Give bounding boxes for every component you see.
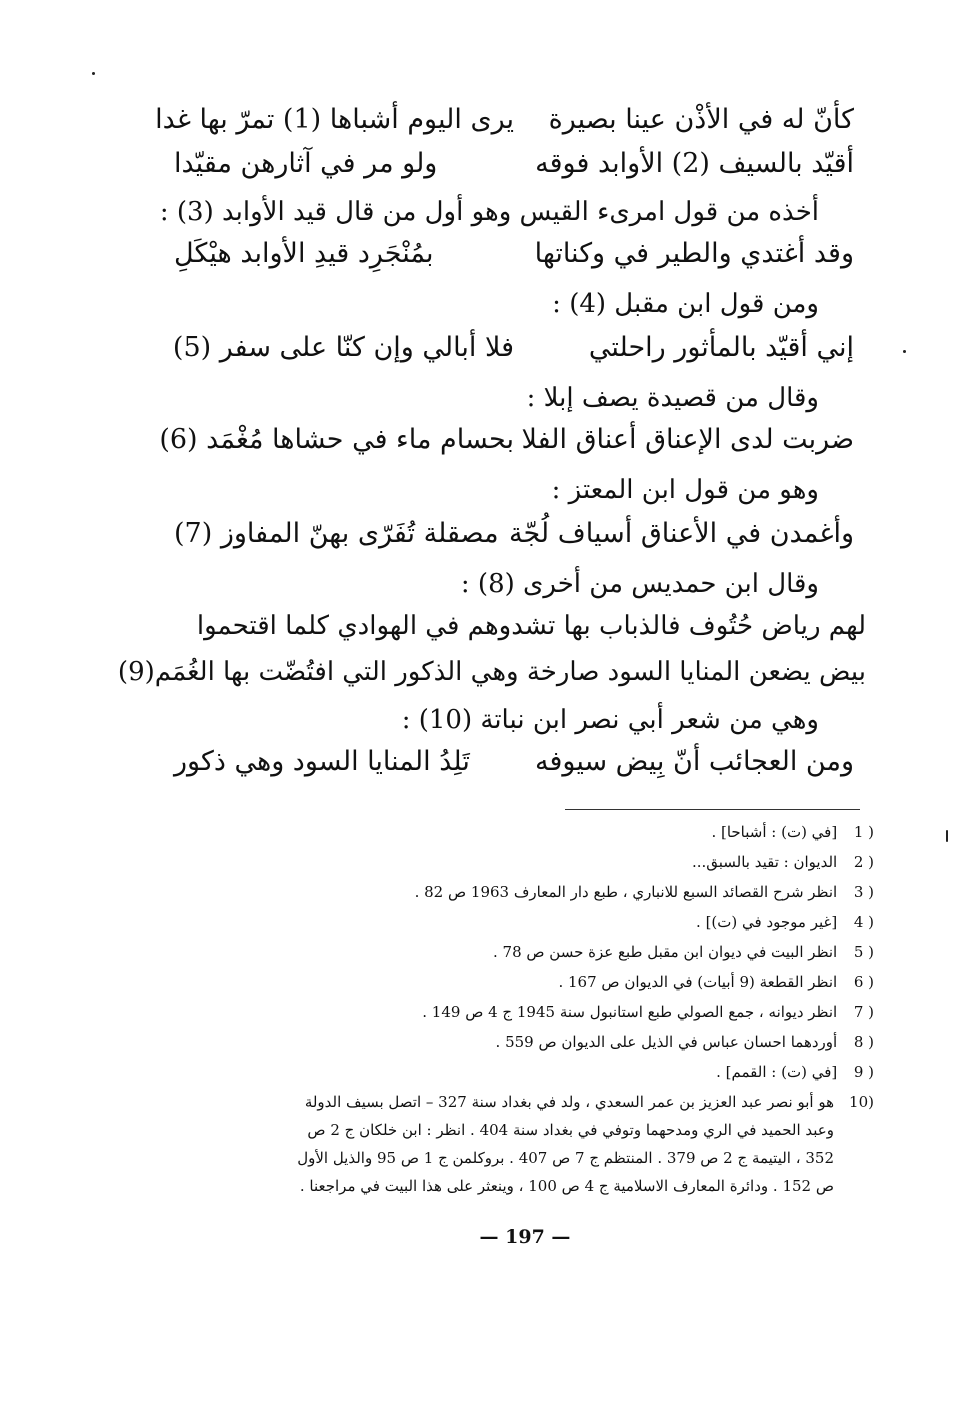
footnote-text: انظر البيت في ديوان ابن مقبل طبع عزة حسن ص 78 . [492,943,838,961]
scan-speck [946,830,948,842]
footnote-text: الديوان : تقيد بالسبق... [691,853,838,871]
footnote-text-line: ص 152 . ودائرة المعارف الاسلامية ج 4 ص 100 ، وينعثر على هذا البيت في مراجعنا . [299,1177,834,1195]
prose-line: ومن قول ابن مقبل (4) : [552,289,819,319]
footnote [154,820,874,844]
footnote [154,850,874,874]
footnote-text: [في (ت) : أشباحا] . [711,823,838,841]
footnote [154,1000,874,1024]
verse-line [174,144,854,184]
footnote [154,1060,874,1084]
footnote-number: 6 ) [853,973,874,991]
footnote-text: انظر القطعة (9 أبيات) في الديوان ص 167 . [558,973,838,991]
verse-first-hemistich: وأغمدن في الأعناق أسياف لُجّة [509,518,854,549]
footnote-separator [565,809,860,810]
verse-line [174,328,854,368]
verse-second-hemistich: بحسام ماء في حشاها مُغْمَد (6) [159,424,514,455]
verse-second-hemistich: بمُنْجَرِد قيدِ الأوابد هيْكَلِ [174,238,434,269]
footnote [154,1088,874,1208]
prose-line: لهم رياض حُتُوف فالذباب بها تشدوهم في الهوادي كلما اقتحموا [196,611,866,641]
footnote-number: 2 ) [853,853,874,871]
verse-second-hemistich: يرى اليوم أشباها (1) تمرّ بها غدا [155,104,514,135]
prose-line: وقال ابن حمديس من أخرى (8) : [460,569,819,599]
verse-first-hemistich: إني أقيّد بالمأثور راحلتي [588,332,854,363]
prose-line: وقال من قصيدة يصف إبلا : [526,383,819,413]
footnote-number: 5 ) [853,943,874,961]
footnote-number: 10) [849,1093,874,1111]
verse-second-hemistich: تَلِدُ المنايا السود وهي ذكور [174,746,470,777]
verse-line [174,234,854,274]
footnote [154,970,874,994]
verse-second-hemistich: فلا أبالي وإن كنّا على سفر (5) [172,332,514,363]
verse-first-hemistich: كأنّ له في الأذْن عينا بصيرة [548,104,854,135]
verse-first-hemistich: ومن العجائب أنّ بِيض سيوفه [535,746,854,777]
verse-line [155,100,854,140]
footnote [154,940,874,964]
verse-first-hemistich: ضربت لدى الإعناق أعناق الفلا [521,424,854,455]
footnote [154,880,874,904]
footnote-number: 4 ) [853,913,874,931]
footnote-text-line: هو أبو نصر عبد العزيز بن عمر السعدي ، ولد في بغداد سنة 327 – اتصل بسيف الدولة [304,1093,834,1111]
footnote-text: انظر ديوانه ، جمع الصولي طبع استانبول سنة 1945 ج 4 ص 149 . [422,1003,838,1021]
footnote-number: 1 ) [853,823,874,841]
footnote-number: 9 ) [853,1063,874,1081]
prose-line: أخذه من قول امرىء القيس وهو أول من قال قيد الأوابد (3) : [159,197,819,227]
verse-line [174,514,854,554]
verse-second-hemistich: ولو مر في آثارهن مقيّدا [174,148,438,179]
footnote-text: أوردهما احسان عباس في الذيل على الديوان ص 559 . [495,1033,838,1051]
scan-speck [92,72,95,75]
prose-line: بيض يضعن المنايا السود صارخة وهي الذكور التي افتُضّت بها الغُمَم(9) [117,657,866,687]
verse-first-hemistich: وقد أغتدي والطير في وكناتها [534,238,854,269]
footnote [154,1030,874,1054]
footnote-number: 7 ) [853,1003,874,1021]
verse-line [159,420,854,460]
verse-first-hemistich: أقيّد بالسيف (2) الأوابد فوقه [535,148,854,179]
footnote-text: [غير موجود في (ت)] . [696,913,838,931]
page-number: — 197 — [479,1226,571,1248]
verse-line [174,742,854,782]
verse-second-hemistich: مصقلة تُفَرّى بهنّ المفاوز (7) [174,518,499,549]
footnote-text-line: وعبد الحميد في الري ومدحهما وتوفي في بغداد سنة 404 . انظر : ابن خلكان ج 2 ص [307,1121,834,1139]
footnote-number: 3 ) [853,883,874,901]
prose-line: وهي من شعر أبي نصر ابن نباتة (10) : [401,705,819,735]
footnote [154,910,874,934]
footnote-text-line: 352 ، اليتيمة ج 2 ص 379 . المنتظم ج 7 ص 407 . بروكلمن ج 1 ص 95 والذيل الأول [297,1149,834,1167]
footnote-text: [في (ت) : القمم] . [716,1063,838,1081]
scan-speck [903,350,906,353]
footnote-number: 8 ) [853,1033,874,1051]
footnote-text: انظر شرح القصائد السبع للانباري ، طبع دار المعارف 1963 ص 82 . [414,883,838,901]
prose-line: وهو من قول ابن المعتز : [551,475,819,505]
